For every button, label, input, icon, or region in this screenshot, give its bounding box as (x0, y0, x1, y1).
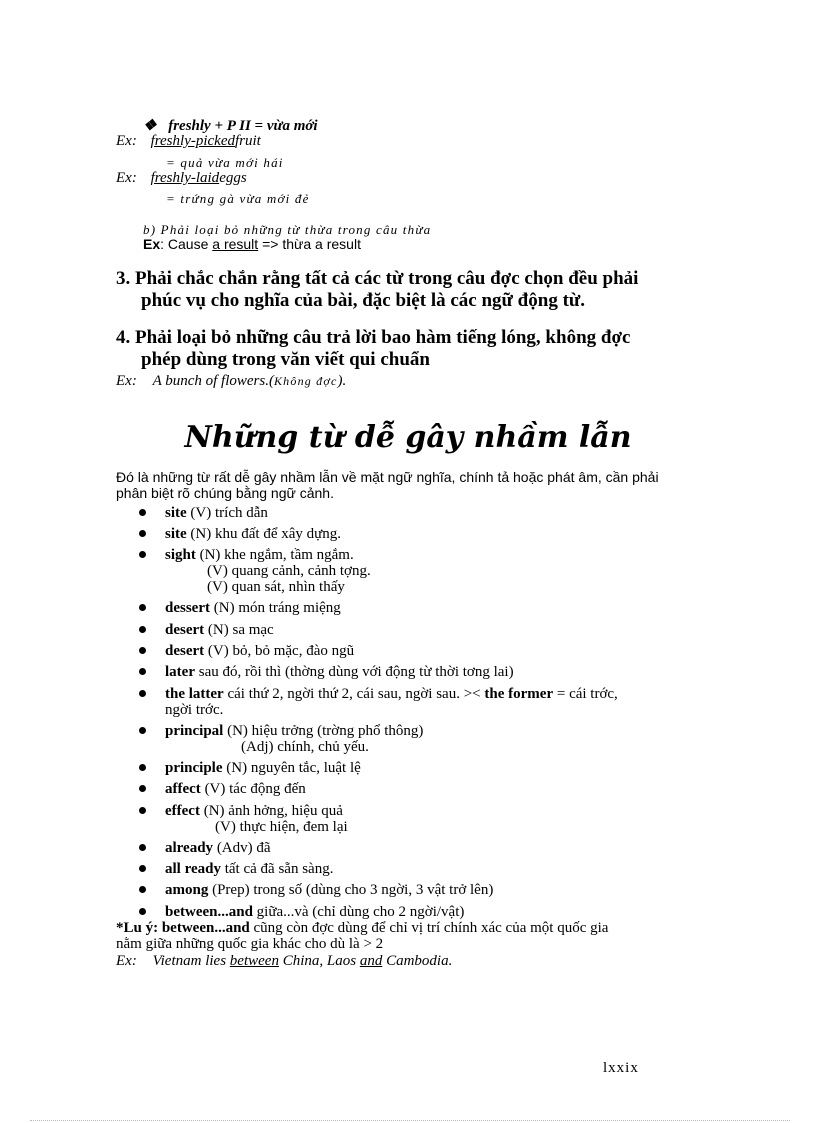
term: among (165, 882, 209, 898)
intro-paragraph (116, 469, 659, 501)
definition: (V) thực hiện, đem lại (215, 819, 348, 835)
note-text: nằm giữa những quốc gia khác cho dù là > 2 (116, 936, 384, 952)
bullet-dot-icon (139, 807, 146, 814)
definition: = cái trớc, (553, 686, 618, 702)
definition: (N) món tráng miệng (210, 600, 341, 616)
definition: (N) khu đất để xây dựng. (186, 526, 342, 542)
term: dessert (165, 600, 210, 616)
example-1-meaning: = quả vừa mới hái (166, 155, 284, 170)
term: the former (484, 686, 554, 702)
page-bottom-divider (30, 1120, 790, 1121)
bullet-dot-icon (139, 551, 146, 558)
example-5 (116, 953, 452, 970)
example-label: Ex: (116, 953, 137, 969)
term: desert (165, 643, 205, 659)
example-text: => thừa a result (258, 236, 361, 252)
example-underlined: a result (212, 236, 259, 252)
term: site (165, 505, 187, 521)
definition: (Prep) trong số (dùng cho 3 ngời, 3 vật trở lên) (208, 882, 494, 898)
definition: (V) tác động đến (200, 781, 306, 797)
term: already (165, 840, 214, 856)
definition: (N) khe ngắm, tầm ngắm. (195, 547, 354, 563)
rule-line: phúc vụ cho nghĩa của bài, đặc biệt là các ngữ động từ. (141, 290, 586, 311)
example-1 (116, 133, 261, 150)
sub-heading-b: b) Phải loại bỏ những từ thừa trong câu thừa (143, 222, 432, 237)
term: later (165, 664, 195, 680)
bullet-dot-icon (139, 509, 146, 516)
example-text: A bunch of flowers.( (152, 373, 274, 389)
definition: cái thứ 2, ngời thứ 2, cái sau, ngời sau. >< (223, 686, 485, 702)
term: sight (165, 547, 196, 563)
bullet-dot-icon (139, 690, 146, 697)
example-label: Ex (143, 236, 161, 252)
bullet-dot-icon (139, 530, 146, 537)
bullet-dot-icon (139, 647, 146, 654)
bullet-dot-icon (139, 908, 146, 915)
bullet-dot-icon (139, 785, 146, 792)
example-2-meaning: = trứng gà vừa mới đẻ (166, 191, 310, 206)
bullet-dot-icon (139, 844, 146, 851)
note-paragraph (116, 920, 608, 952)
example-text: Vietnam lies (152, 953, 230, 969)
section-title: Những từ dễ gây nhầm lẫn (184, 420, 632, 455)
example-text: China, Laos (278, 953, 360, 969)
bullet-dot-icon (139, 865, 146, 872)
example-tail: eggs (219, 170, 247, 186)
example-label: Ex: (116, 373, 137, 389)
definition: (N) sa mạc (204, 622, 274, 638)
example-phrase: freshly-laid (150, 170, 220, 186)
intro-line: Đó là những từ rất dễ gây nhầm lẫn về mặt ngữ nghĩa, chính tả hoặc phát âm, cần phải (116, 469, 659, 485)
term: principal (165, 723, 224, 739)
definition: (N) ảnh hởng, hiệu quả (199, 803, 343, 819)
intro-line: phân biệt rõ chúng bằng ngữ cảnh. (116, 485, 334, 501)
definition: (Adj) chính, chủ yếu. (241, 739, 369, 755)
definition: (V) trích dẫn (186, 505, 268, 521)
definition: (V) quan sát, nhìn thấy (207, 579, 345, 595)
definition: tất cả đã sẵn sàng. (220, 861, 334, 877)
term: effect (165, 803, 200, 819)
rule-line: 4. Phải loại bỏ những câu trả lời bao hàm tiếng lóng, không đợc (116, 327, 631, 348)
definition: (N) hiệu trởng (trờng phổ thông) (223, 723, 424, 739)
example-label: Ex: (116, 170, 137, 186)
example-tail: fruit (234, 133, 261, 149)
definition: (V) quang cảnh, cảnh tợng. (207, 563, 371, 579)
rule-4 (116, 327, 630, 371)
example-underlined: between (229, 953, 279, 969)
term: all ready (165, 861, 221, 877)
term: desert (165, 622, 205, 638)
example-4 (116, 373, 346, 390)
bullet-dot-icon (139, 604, 146, 611)
example-label: Ex: (116, 133, 137, 149)
rule-line: 3. Phải chắc chắn rằng tất cả các từ trong câu đợc chọn đều phải (116, 268, 639, 289)
example-text: : Cause (160, 236, 213, 252)
bullet-dot-icon (139, 886, 146, 893)
example-note: Không đợc (273, 374, 338, 388)
term: between...and (165, 904, 253, 920)
term: site (165, 526, 187, 542)
example-phrase: freshly-picked (150, 133, 235, 149)
note-prefix: *Lu ý: (116, 920, 162, 936)
heading-text: freshly + P II = vừa mới (168, 118, 318, 134)
bullet-dot-icon (139, 764, 146, 771)
definition: ngời trớc. (165, 702, 224, 718)
example-3 (143, 236, 361, 252)
definition: giữa...và (chỉ dùng cho 2 ngời/vật) (252, 904, 465, 920)
example-2 (116, 170, 247, 187)
example-end: ). (337, 373, 347, 389)
definition: (Adv) đã (213, 840, 271, 856)
definition: sau đó, rồi thì (thờng dùng với động từ thời tơng lai) (194, 664, 514, 680)
example-underlined: and (359, 953, 383, 969)
rule-line: phép dùng trong văn viết qui chuẩn (141, 349, 430, 370)
note-term: between...and (161, 920, 250, 936)
diamond-bullet-icon: ❖ (143, 118, 157, 134)
bullet-dot-icon (139, 727, 146, 734)
page-number: lxxix (603, 1060, 639, 1076)
term: principle (165, 760, 223, 776)
term: the latter (165, 686, 224, 702)
rule-3 (116, 268, 638, 312)
term: affect (165, 781, 201, 797)
example-text: Cambodia. (382, 953, 453, 969)
definition: (V) bỏ, bỏ mặc, đào ngũ (204, 643, 355, 659)
bullet-dot-icon (139, 668, 146, 675)
definition: (N) nguyên tắc, luật lệ (222, 760, 361, 776)
bullet-dot-icon (139, 626, 146, 633)
note-text: cũng còn đợc dùng để chỉ vị trí chính xác của một quốc gia (249, 920, 609, 936)
